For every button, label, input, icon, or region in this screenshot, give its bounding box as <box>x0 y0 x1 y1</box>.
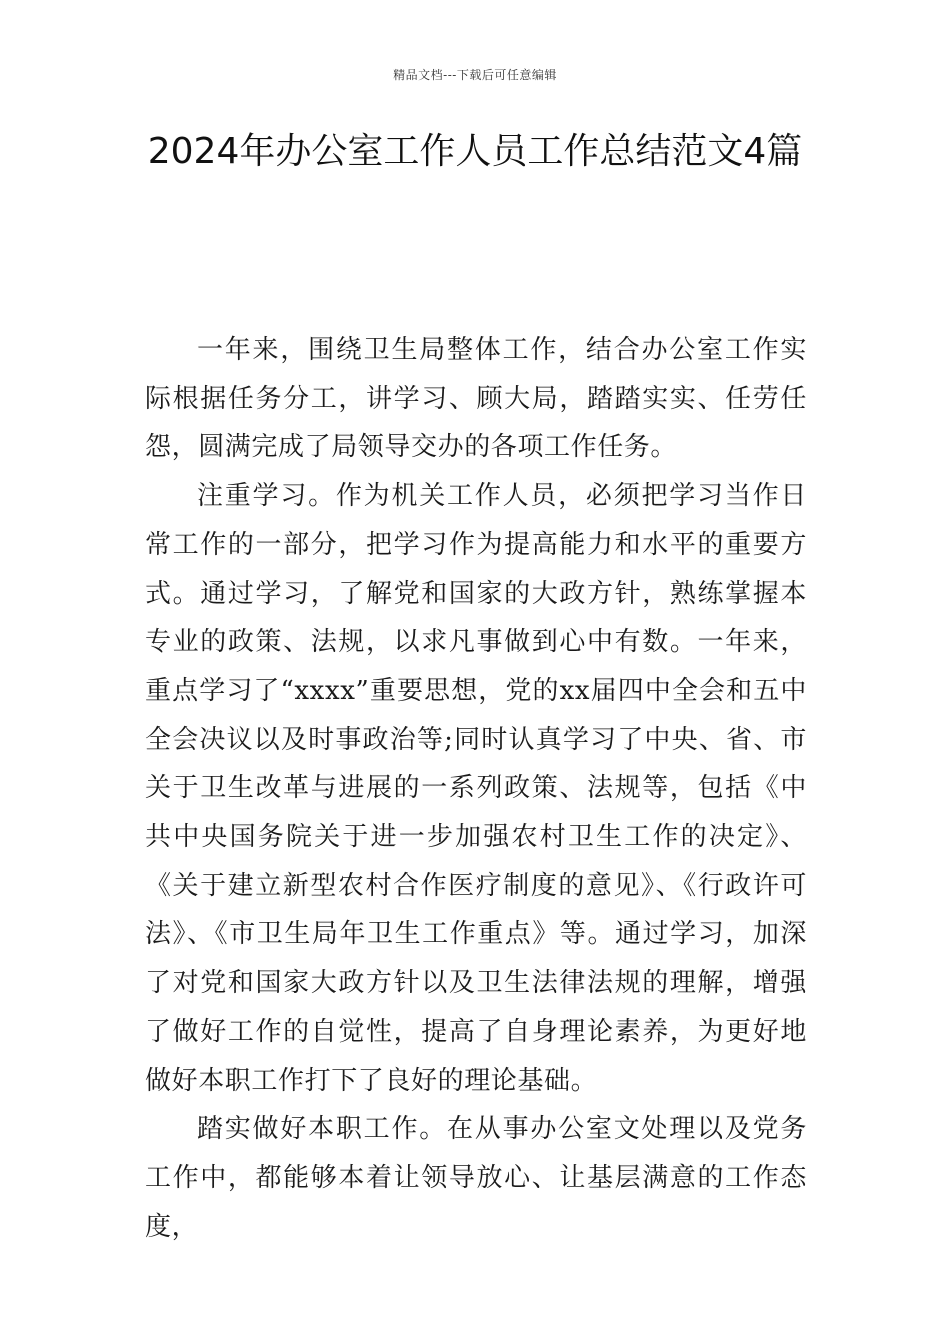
header-note: 精品文档---下载后可任意编辑 <box>393 68 557 82</box>
paragraph-intro: 一年来，围绕卫生局整体工作，结合办公室工作实际根据任务分工，讲学习、顾大局，踏踏实实、任劳任怨，圆满完成了局领导交办的各项工作任务。 <box>145 335 807 463</box>
paragraph-study: 注重学习。作为机关工作人员，必须把学习当作日常工作的一部分，把学习作为提高能力和水平的重要方式。通过学习，了解党和国家的大政方针，熟练掌握本专业的政策、法规，以求凡事做到心中有数。一年来，重点学习了“xxxx”重要思想，党的xx届四中全会和五中全会决议以及时事政治等;同时认真学习了中央、省、市关于卫生改革与进展的一系列政策、法规等，包括《中共中央国务院关于进一步加强农村卫生工作的决定》、《关于建立新型农村合作医疗制度的意见》、《行政许可法》、《市卫生局年卫生工作重点》等。通过学习，加深了对党和国家大政方针以及卫生法律法规的理解，增强了做好工作的自觉性，提高了自身理论素养，为更好地做好本职工作打下了良好的理论基础。 <box>145 481 807 1096</box>
paragraph-duties: 踏实做好本职工作。在从事办公室文处理以及党务工作中，都能够本着让领导放心、让基层满意的工作态度， <box>145 1114 807 1242</box>
document-body <box>145 326 807 1251</box>
document-title: 2024年办公室工作人员工作总结范文4篇 <box>147 131 803 172</box>
